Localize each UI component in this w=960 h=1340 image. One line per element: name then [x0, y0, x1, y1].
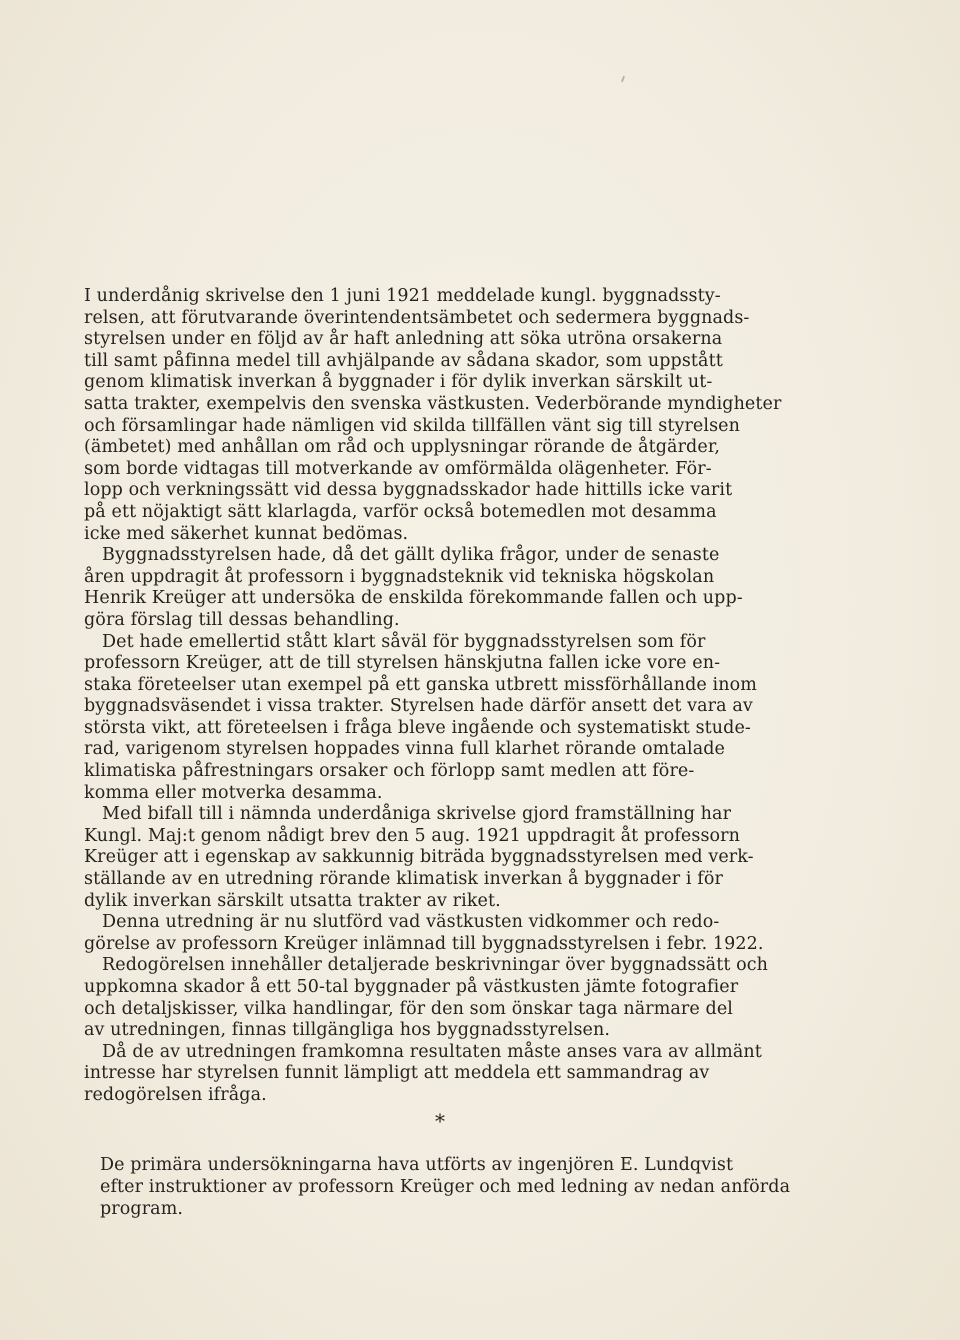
text-line: satta trakter, exempelvis den svenska västkusten. Vederbörande myndigheter: [84, 393, 782, 414]
text-line: program.: [100, 1199, 184, 1219]
text-line: Henrik Kreüger att undersöka de enskilda förekommande fallen och upp-: [84, 588, 743, 609]
section-separator: *: [435, 1109, 445, 1133]
text-line: Då de av utredningen framkomna resultaten måste anses vara av allmänt: [102, 1041, 762, 1062]
text-line: icke med säkerhet kunnat bedömas.: [84, 523, 409, 544]
text-line: klimatiska påfrestningars orsaker och förlopp samt medlen att före-: [84, 761, 695, 782]
text-line: och detaljskisser, vilka handlingar, för den som önskar taga närmare del: [84, 998, 733, 1019]
text-line: efter instruktioner av professorn Kreüger och med ledning av nedan anförda: [100, 1177, 791, 1197]
text-line: professorn Kreüger, att de till styrelsen hänskjutna fallen icke vore en-: [84, 653, 721, 674]
text-line: ställande av en utredning rörande klimatisk inverkan å byggnader i för: [84, 869, 723, 890]
text-line: genom klimatisk inverkan å byggnader i för dylik inverkan särskilt ut-: [84, 372, 713, 393]
closing-paragraph: [100, 1154, 810, 1220]
text-line: dylik inverkan särskilt utsatta trakter av riket.: [84, 890, 501, 911]
text-line: åren uppdragit åt professorn i byggnadsteknik vid tekniska högskolan: [84, 566, 715, 587]
page-speck: [621, 76, 625, 82]
body-text: [84, 286, 804, 1107]
text-line: Kungl. Maj:t genom nådigt brev den 5 aug. 1921 uppdragit åt professorn: [84, 825, 741, 846]
text-line: och församlingar hade nämligen vid skilda tillfällen vänt sig till styrelsen: [84, 415, 740, 436]
text-line: relsen, att förutvarande överintendentsämbetet och sedermera byggnads-: [84, 307, 750, 328]
text-line: Det hade emellertid stått klart såväl för byggnadsstyrelsen som för: [102, 631, 706, 652]
text-line: De primära undersökningarna hava utförts av ingenjören E. Lundqvist: [100, 1155, 734, 1175]
text-line: (ämbetet) med anhållan om råd och upplysningar rörande de åtgärder,: [84, 437, 721, 458]
text-line: göra förslag till dessas behandling.: [84, 609, 400, 630]
text-line: Redogörelsen innehåller detaljerade beskrivningar över byggnadssätt och: [102, 955, 769, 976]
text-line: I underdånig skrivelse den 1 juni 1921 meddelade kungl. byggnadssty-: [84, 286, 721, 306]
text-line: på ett nöjaktigt sätt klarlagda, varför också botemedlen mot desamma: [84, 501, 717, 522]
text-line: komma eller motverka desamma.: [84, 782, 383, 803]
text-line: Denna utredning är nu slutförd vad västkusten vidkommer och redo-: [102, 912, 720, 933]
text-line: lopp och verkningssätt vid dessa byggnadsskador hade hittills icke varit: [84, 480, 733, 501]
text-line: byggnadsväsendet i vissa trakter. Styrelsen hade därför ansett det vara av: [84, 696, 753, 717]
text-line: styrelsen under en följd av år haft anledning att söka utröna orsakerna: [84, 329, 723, 350]
text-line: görelse av professorn Kreüger inlämnad till byggnadsstyrelsen i febr. 1922.: [84, 933, 764, 954]
text-line: av utredningen, finnas tillgängliga hos byggnadsstyrelsen.: [84, 1020, 611, 1041]
text-line: uppkomna skador å ett 50-tal byggnader på västkusten jämte fotografier: [84, 977, 739, 997]
text-line: Byggnadsstyrelsen hade, då det gällt dylika frågor, under de senaste: [102, 545, 720, 566]
text-line: största vikt, att företeelsen i fråga bleve ingående och systematiskt stude-: [84, 717, 751, 738]
text-line: staka företeelser utan exempel på ett ganska utbrett missförhållande inom: [84, 674, 757, 695]
text-line: rad, varigenom styrelsen hoppades vinna full klarhet rörande omtalade: [84, 739, 725, 760]
text-line: till samt påfinna medel till avhjälpande av sådana skador, som uppstått: [84, 350, 723, 371]
text-line: Kreüger att i egenskap av sakkunnig biträda byggnadsstyrelsen med verk-: [84, 847, 754, 868]
text-line: Med bifall till i nämnda underdåniga skrivelse gjord framställning har: [102, 804, 732, 825]
text-line: intresse har styrelsen funnit lämpligt att meddela ett sammandrag av: [84, 1063, 710, 1084]
text-line: som borde vidtagas till motverkande av omförmälda olägenheter. För-: [84, 458, 712, 479]
text-line: redogörelsen ifråga.: [84, 1084, 267, 1105]
